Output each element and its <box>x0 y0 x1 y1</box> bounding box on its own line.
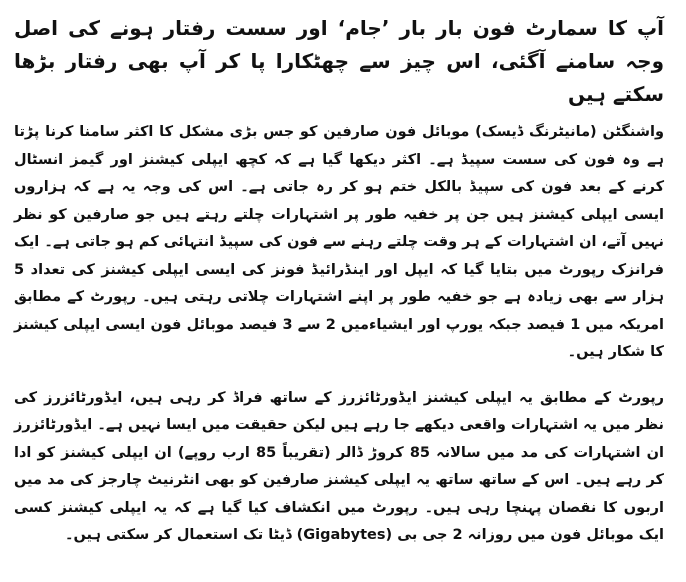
article-paragraph-2 <box>14 385 664 550</box>
article-headline: آپ کا سمارٹ فون بار بار ’جام‘ اور سست رفتار ہونے کی اصل وجہ سامنے آگئی، اس چیز سے چھٹکارا پا کر آپ بھی رفتار بڑھا سکتے ہیں <box>14 16 664 106</box>
paragraph-text: رپورٹ کے مطابق یہ ایپلی کیشنز ایڈورٹائزرز کے ساتھ فراڈ کر رہی ہیں، ایڈورٹائزرز کی نظر میں یہ اشتہارات واقعی دیکھے جا رہے ہیں لیکن حقیقت میں ایسا نہیں ہے۔ ایڈورٹائزرز ان اشتہارات کی مد میں سالانہ 85 کروڑ ڈالر (تقریباً 85 ارب روپے) ان ایپلی کیشنز کو ادا کر رہے ہیں۔ اس کے ساتھ ساتھ یہ ایپلی کیشنز صارفین کو بھی انٹرنیٹ چارجز کی مد میں اربوں کا نقصان پہنچا رہی ہیں۔ رپورٹ میں انکشاف کیا گیا ہے کہ یہ ایپلی کیشنز کسی ایک موبائل فون میں روزانہ 2 جی بی (Gigabytes) ڈیٹا تک استعمال کر سکتی ہیں۔ <box>14 389 665 543</box>
paragraph-text: موبائل فون صارفین کو جس بڑی مشکل کا اکثر سامنا کرنا پڑتا ہے وہ فون کی سست سپیڈ ہے۔ اکثر دیکھا گیا ہے کہ کچھ ایپلی کیشنز اور گیمز انسٹال کرنے کے بعد فون کی سپیڈ بالکل ختم ہو کر رہ جاتی ہے۔ اس کی وجہ یہ ہے کہ ہزاروں ایسی ایپلی کیشنز ہیں جن پر خفیہ طور پر اشتہارات چلتے رہتے ہیں جو صارفین کو نظر نہیں آتے، ان اشتہارات کے ہر وقت چلتے رہنے سے فون کی سپیڈ انتہائی کم ہو جاتی ہے۔ ایک فرانزک رپورٹ میں بتایا گیا کہ ایپل اور اینڈرائیڈ فونز کی ایسی ایپلی کیشنز کی تعداد 5 ہزار سے بھی زیادہ ہے جو خفیہ طور پر اپنے اشتہارات چلاتی رہتی ہیں۔ رپورٹ کے مطابق امریکہ میں 1 فیصد جبکہ یورپ اور ایشیاءمیں 2 سے 3 فیصد موبائل فون ایسی ایپلی کیشنز کا شکار ہیں۔ <box>14 124 664 360</box>
dateline: واشنگٹن (مانیٹرنگ ڈیسک) <box>475 124 665 140</box>
article-paragraph-1 <box>14 119 664 367</box>
